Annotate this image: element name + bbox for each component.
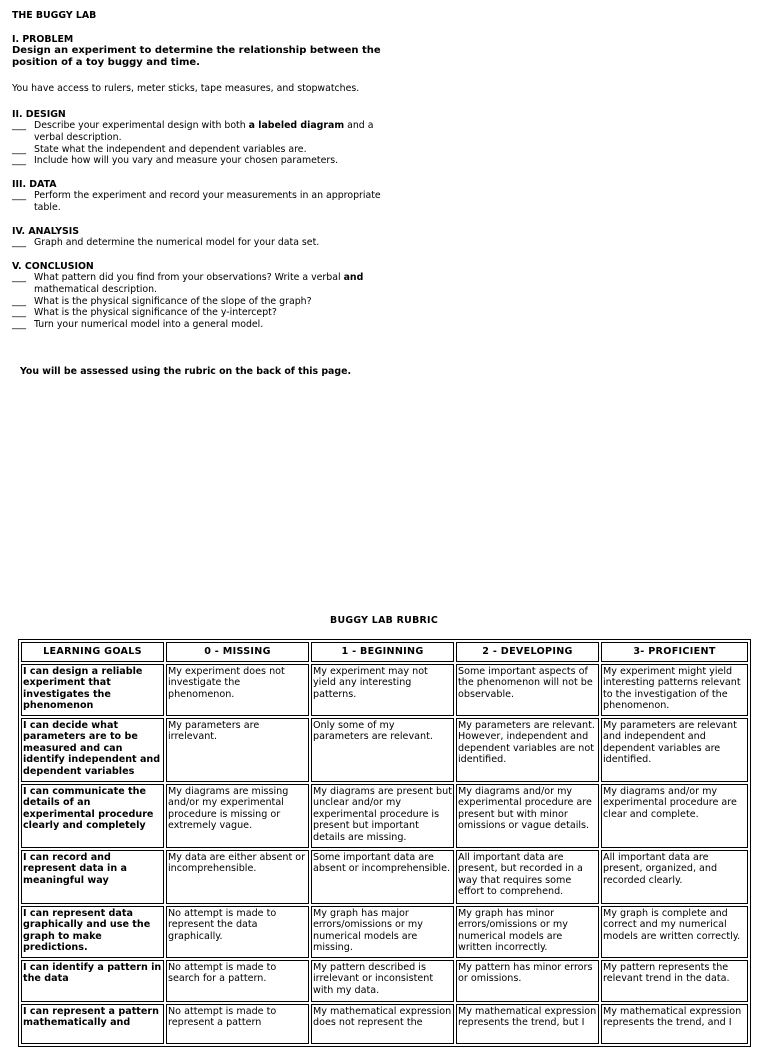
- rubric-row: [21, 960, 748, 1002]
- proficient-cell: My mathematical expression represents the trend, and I: [601, 1004, 748, 1044]
- goal-cell: I can record and represent data in a meaningful way: [21, 850, 164, 904]
- item-text: Turn your numerical model into a general model.: [34, 318, 264, 330]
- beginning-cell: My diagrams are present but unclear and/or my experimental procedure is present but important details are missing.: [311, 784, 454, 848]
- header-learning-goals: LEARNING GOALS: [21, 642, 164, 662]
- item-text: What is the physical significance of the y-intercept?: [34, 307, 277, 319]
- rubric-row: [21, 664, 748, 716]
- developing-cell: All important data are present, but recorded in a way that requires some effort to comprehend.: [456, 850, 599, 904]
- checklist-item: [12, 296, 384, 308]
- beginning-cell: My experiment may not yield any interesting patterns.: [311, 664, 454, 716]
- materials-text: You have access to rulers, meter sticks, tape measures, and stopwatches.: [12, 83, 360, 95]
- developing-cell: Some important aspects of the phenomenon will not be observable.: [456, 664, 599, 716]
- beginning-cell: My mathematical expression does not represent the: [311, 1004, 454, 1044]
- item-text: What is the physical significance of the slope of the graph?: [34, 295, 312, 307]
- conclusion-section: [12, 261, 384, 331]
- analysis-section: [12, 226, 384, 249]
- developing-cell: My mathematical expression represents the trend, but I: [456, 1004, 599, 1044]
- rubric-header-row: [21, 642, 748, 662]
- item-text: Graph and determine the numerical model for your data set.: [34, 237, 320, 249]
- developing-cell: My parameters are relevant. However, independent and dependent variables are not identified.: [456, 718, 599, 782]
- document-title: THE BUGGY LAB: [12, 10, 97, 21]
- checkbox-blank: ___: [12, 307, 27, 319]
- checkbox-blank: ___: [12, 155, 27, 167]
- item-text: Include how will you vary and measure your chosen parameters.: [34, 155, 339, 167]
- data-section: [12, 179, 384, 214]
- rubric-title: BUGGY LAB RUBRIC: [330, 615, 438, 626]
- checkbox-blank: ___: [12, 295, 27, 307]
- beginning-cell: Some important data are absent or incomprehensible.: [311, 850, 454, 904]
- proficient-cell: My experiment might yield interesting patterns relevant to the investigation of the phenomenon.: [601, 664, 748, 716]
- checkbox-blank: ___: [12, 143, 27, 155]
- proficient-cell: My parameters are relevant and independent and dependent variables are identified.: [601, 718, 748, 782]
- checklist-item: [12, 237, 384, 249]
- checklist-item: [12, 155, 384, 167]
- beginning-cell: My pattern described is irrelevant or inconsistent with my data.: [311, 960, 454, 1002]
- missing-cell: My data are either absent or incomprehensible.: [166, 850, 309, 904]
- proficient-cell: My graph is complete and correct and my numerical models are written correctly.: [601, 906, 748, 958]
- problem-heading: I. PROBLEM: [12, 33, 74, 45]
- goal-cell: I can represent a pattern mathematically and: [21, 1004, 164, 1044]
- goal-cell: I can represent data graphically and use the graph to make predictions.: [21, 906, 164, 958]
- missing-cell: My experiment does not investigate the phenomenon.: [166, 664, 309, 716]
- checkbox-blank: ___: [12, 237, 27, 249]
- header-developing: 2 - DEVELOPING: [456, 642, 599, 662]
- item-text: mathematical description.: [34, 283, 158, 295]
- checklist-item: [12, 190, 384, 213]
- design-heading: II. DESIGN: [12, 108, 66, 120]
- design-section: [12, 109, 384, 167]
- rubric-table: [18, 639, 751, 1047]
- missing-cell: No attempt is made to represent the data graphically.: [166, 906, 309, 958]
- proficient-cell: My pattern represents the relevant trend in the data.: [601, 960, 748, 1002]
- missing-cell: No attempt is made to search for a pattern.: [166, 960, 309, 1002]
- missing-cell: My parameters are irrelevant.: [166, 718, 309, 782]
- assessment-note: You will be assessed using the rubric on the back of this page.: [20, 366, 352, 377]
- missing-cell: My diagrams are missing and/or my experimental procedure is missing or extremely vague.: [166, 784, 309, 848]
- rubric-row: [21, 850, 748, 904]
- beginning-cell: Only some of my parameters are relevant.: [311, 718, 454, 782]
- goal-cell: I can design a reliable experiment that investigates the phenomenon: [21, 664, 164, 716]
- item-text: What pattern did you find from your observations? Write a verbal: [34, 272, 344, 284]
- checklist-item: [12, 272, 384, 295]
- header-beginning: 1 - BEGINNING: [311, 642, 454, 662]
- rubric-row: [21, 784, 748, 848]
- checklist-item: [12, 120, 384, 143]
- lab-instructions: [12, 10, 384, 342]
- goal-cell: I can communicate the details of an experimental procedure clearly and completely: [21, 784, 164, 848]
- developing-cell: My pattern has minor errors or omissions.: [456, 960, 599, 1002]
- item-text: Perform the experiment and record your measurements in an appropriate table.: [34, 190, 381, 213]
- checkbox-blank: ___: [12, 190, 27, 202]
- conclusion-heading: V. CONCLUSION: [12, 260, 94, 272]
- data-heading: III. DATA: [12, 178, 57, 190]
- proficient-cell: My diagrams and/or my experimental procedure are clear and complete.: [601, 784, 748, 848]
- proficient-cell: All important data are present, organized, and recorded clearly.: [601, 850, 748, 904]
- beginning-cell: My graph has major errors/omissions or my numerical models are missing.: [311, 906, 454, 958]
- developing-cell: My diagrams and/or my experimental procedure are present but with minor omissions or vague details.: [456, 784, 599, 848]
- rubric-row: [21, 906, 748, 958]
- item-text: Describe your experimental design with both: [34, 120, 249, 132]
- goal-cell: I can identify a pattern in the data: [21, 960, 164, 1002]
- checklist-item: [12, 319, 384, 331]
- item-text: State what the independent and dependent variables are.: [34, 143, 307, 155]
- developing-cell: My graph has minor errors/omissions or my numerical models are written incorrectly.: [456, 906, 599, 958]
- problem-statement: Design an experiment to determine the relationship between the position of a toy buggy and time.: [12, 45, 381, 69]
- checkbox-blank: ___: [12, 272, 27, 284]
- missing-cell: No attempt is made to represent a pattern: [166, 1004, 309, 1044]
- analysis-heading: IV. ANALYSIS: [12, 225, 80, 237]
- checklist-item: [12, 307, 384, 319]
- rubric-row: [21, 718, 748, 782]
- checklist-item: [12, 144, 384, 156]
- header-proficient: 3- PROFICIENT: [601, 642, 748, 662]
- checkbox-blank: ___: [12, 318, 27, 330]
- item-emphasis: a labeled diagram: [248, 120, 345, 132]
- checkbox-blank: ___: [12, 120, 27, 132]
- rubric-body: [21, 664, 748, 1044]
- item-emphasis: and: [343, 272, 364, 284]
- header-missing: 0 - MISSING: [166, 642, 309, 662]
- goal-cell: I can decide what parameters are to be measured and can identify independent and dependent variables: [21, 718, 164, 782]
- item-text: and a verbal description.: [34, 120, 374, 143]
